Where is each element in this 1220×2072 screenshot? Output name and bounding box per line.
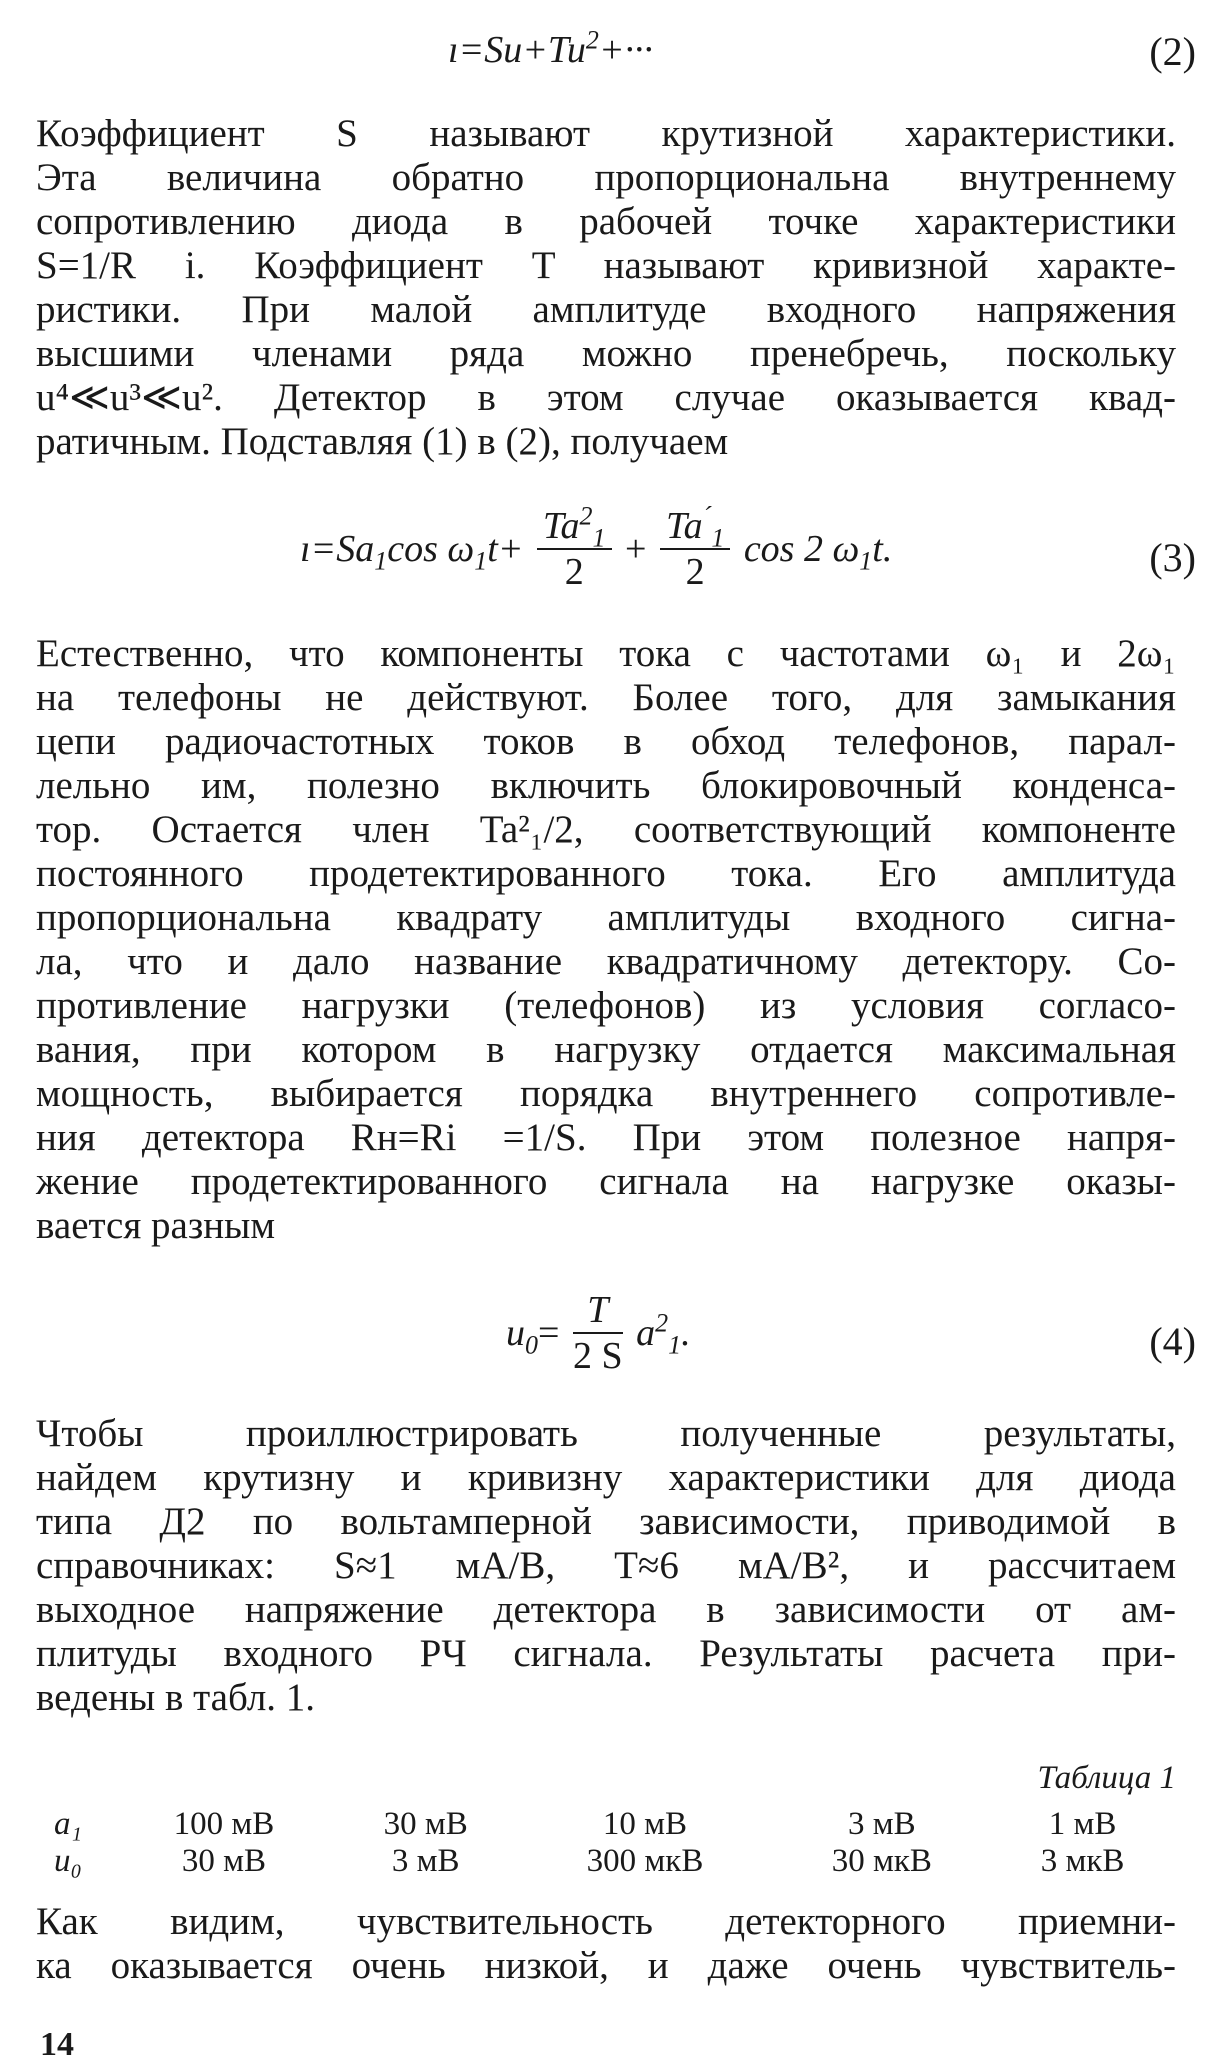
eq3-frac1-den: 2 [564,551,584,593]
eq3-sub1: 1 [374,546,388,576]
eq3-frac2-den: 2 [685,551,705,593]
paragraph-3 [36,1412,1176,1720]
table-cell: 10 мВ [602,1806,688,1842]
eq3-fraction-2 [660,501,730,594]
p2-line: ла, что и дало название квадратичному детектору. Со- [36,940,1176,983]
table-caption: Таблица 1 [1037,1760,1176,1796]
eq2-sq: 2 [585,25,599,55]
eq2-rest: +··· [598,29,654,71]
table-cell: 100 мВ [173,1806,275,1842]
table-cell: 3 мВ [391,1843,460,1879]
p1-line: высшими членами ряда можно пренебречь, поскольку [36,332,1176,375]
table-row [54,1843,1174,1880]
eq4-eq: = [538,1312,560,1354]
table-row [54,1806,1174,1843]
equation-4 [0,1288,1220,1398]
p3-line: Чтобы проиллюстрировать полученные результаты, [36,1412,1176,1455]
p1-line: сопротивлению диода в рабочей точке характеристики [36,200,1176,243]
page-number: 14 [40,2026,74,2063]
equation-4-number: (4) [1149,1319,1196,1364]
p2-line: пропорциональна квадрату амплитуды входного сигна- [36,896,1176,939]
p1-line: Коэффициент S называют крутизной характеристики. [36,112,1176,155]
p2-line: постоянного продетектированного тока. Его амплитуда [36,852,1176,895]
p2-line: Естественно, что компоненты тока с частотами ω₁ и 2ω₁ [36,632,1176,675]
eq3-plus: + [625,528,647,570]
p3-line: выходное напряжение детектора в зависимости от ам- [36,1588,1176,1631]
p3-line: справочниках: S≈1 мА/В, T≈6 мА/В², и рассчитаем [36,1544,1176,1587]
p2-line: тор. Остается член Ta²₁/2, соответствующий компоненте [36,808,1176,851]
p1-line: u⁴≪u³≪u². Детектор в этом случае оказывается квад- [36,376,1176,419]
eq3-fraction-1 [537,501,612,594]
eq3-frac2-sub: 1 [711,523,725,553]
table-cell: 30 мВ [383,1806,468,1842]
eq4-lhs-sub: 0 [525,1330,538,1360]
equation-2 [0,24,1220,74]
eq4-rhs: a [636,1312,656,1354]
eq4-rhs-sub: 1 [668,1330,682,1360]
p4-line: ка оказывается очень низкой, и даже очень чувствитель- [36,1944,1176,1987]
table-cell: 30 мкВ [831,1843,932,1879]
table-cell: 30 мВ [181,1843,266,1879]
p1-line: ристики. При малой амплитуде входного напряжения [36,288,1176,331]
eq3-sub2: 1 [474,546,488,576]
results-table [54,1806,1174,1880]
p3-line: плитуды входного РЧ сигнала. Результаты расчета при- [36,1632,1176,1675]
eq4-tail: . [681,1312,691,1354]
eq3-part3: t+ [487,528,524,570]
p3-line: типа Д2 по вольтамперной зависимости, приводимой в [36,1500,1176,1543]
table-cell: 3 мВ [847,1806,916,1842]
eq3-frac1-sub: 1 [592,523,606,553]
p3-line: найдем крутизну и кривизну характеристики для диода [36,1456,1176,1499]
equation-3-number: (3) [1149,535,1196,580]
paragraph-2 [36,632,1176,1248]
p4-line: Как видим, чувствительность детекторного приемни- [36,1900,1176,1943]
p2-line: вания, при котором в нагрузку отдается максимальная [36,1028,1176,1071]
p2-line: жение продетектированного сигнала на нагрузке оказы- [36,1160,1176,1203]
p1-line: S=1/R i. Коэффициент T называют кривизной характе- [36,244,1176,287]
eq4-fraction [573,1288,623,1378]
table-cell: 300 мкВ [586,1843,704,1879]
eq3-part4: cos 2 ω [743,528,860,570]
eq4-frac-num: T [573,1288,623,1334]
table-row-header: u₀ [54,1843,82,1879]
paragraph-1 [36,112,1176,464]
eq3-sub4: 1 [859,546,873,576]
eq3-part5: t. [872,528,893,570]
eq4-lhs: u [506,1312,525,1354]
p2-line: цепи радиочастотных токов в обход телефонов, парал- [36,720,1176,763]
eq3-frac1-sup: 2 [579,501,593,531]
eq3-frac2-sup: ´ [702,501,712,531]
eq4-rhs-sup: 2 [655,1308,669,1338]
eq3-part2: cos ω [387,528,475,570]
p2-line: мощность, выбирается порядка внутреннего сопротивле- [36,1072,1176,1115]
p1-line: Эта величина обратно пропорциональна внутреннему [36,156,1176,199]
equation-3 [0,500,1220,610]
p2-line: ния детектора Rн=Ri =1/S. При этом полезное напря- [36,1116,1176,1159]
table-cell: 3 мкВ [1040,1843,1125,1879]
eq3-frac1-num: Ta [542,505,580,547]
table-row-header: a₁ [54,1806,82,1842]
p1-line: ратичным. Подставляя (1) в (2), получаем [36,420,729,463]
paragraph-4 [36,1900,1176,1988]
p2-line: на телефоны не действуют. Более того, для замыкания [36,676,1176,719]
eq4-frac-den: 2 S [572,1335,623,1377]
equation-2-number: (2) [1149,29,1196,74]
eq3-frac2-num: Ta [665,505,703,547]
p3-line: ведены в табл. 1. [36,1676,316,1719]
table-cell: 1 мВ [1048,1806,1117,1842]
p2-line: вается разным [36,1204,276,1247]
eq3-part1: ı=Sa [300,528,375,570]
p2-line: противление нагрузки (телефонов) из условия согласо- [36,984,1176,1027]
p2-line: лельно им, полезно включить блокировочный конденса- [36,764,1176,807]
eq2-lhs: ı=Su+Tu [448,29,586,71]
